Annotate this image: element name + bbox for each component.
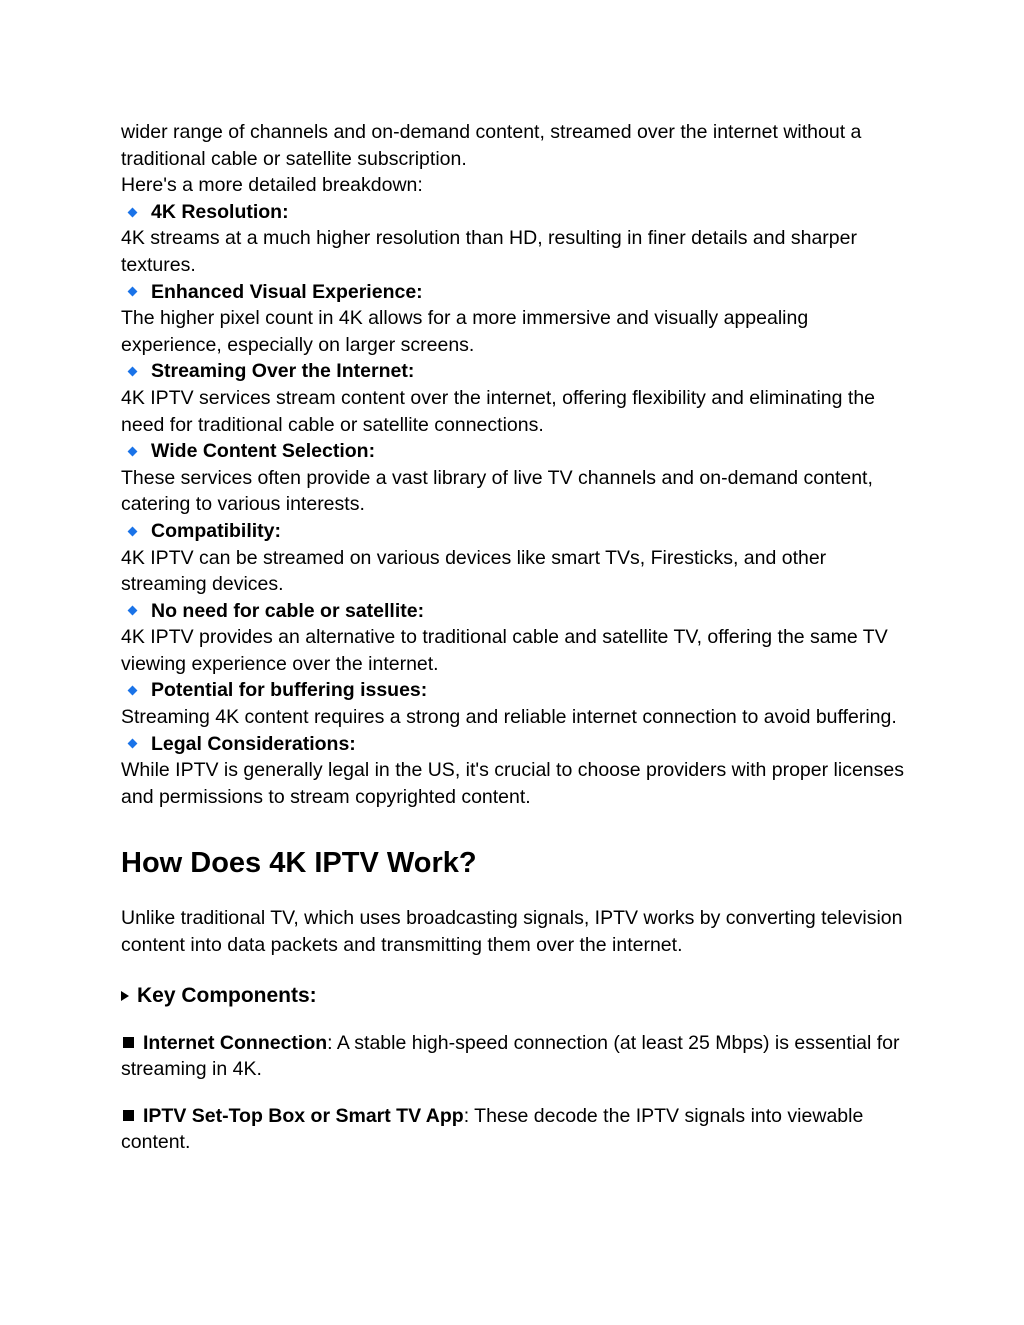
feature-text: These services often provide a vast library of live TV channels and on-demand content, catering to various interests. — [121, 466, 873, 516]
feature-item — [121, 731, 911, 811]
feature-item — [121, 598, 911, 678]
feature-list — [121, 199, 911, 811]
intro-line-2: traditional cable or satellite subscription. — [121, 147, 467, 170]
feature-item — [121, 199, 911, 279]
component-text: : These decode the IPTV signals into viewable content. — [121, 1104, 864, 1154]
triangle-bullet-icon — [121, 991, 129, 1001]
diamond-bullet-icon — [128, 686, 138, 696]
feature-item — [121, 279, 911, 359]
section-heading: How Does 4K IPTV Work? — [121, 847, 477, 880]
feature-item — [121, 518, 911, 598]
section-description: Unlike traditional TV, which uses broadcasting signals, IPTV works by converting television content into data packets and transmitting them over the internet. — [121, 907, 903, 957]
square-bullet-icon — [123, 1110, 134, 1121]
diamond-bullet-icon — [128, 207, 138, 217]
component-text: : A stable high-speed connection (at least 25 Mbps) is essential for streaming in 4K. — [121, 1031, 900, 1081]
feature-text: 4K IPTV can be streamed on various devices like smart TVs, Firesticks, and other streaming devices. — [121, 546, 827, 596]
component-name: Internet Connection — [143, 1031, 328, 1054]
feature-text: The higher pixel count in 4K allows for a more immersive and visually appealing experience, especially on larger screens. — [121, 307, 809, 356]
feature-title: Potential for buffering issues: — [151, 679, 428, 702]
key-components-heading — [121, 982, 911, 1010]
feature-text: 4K IPTV provides an alternative to traditional cable and satellite TV, offering the same TV viewing experience over the internet. — [121, 626, 888, 675]
feature-title: 4K Resolution: — [151, 200, 289, 223]
feature-title: Compatibility: — [151, 519, 281, 542]
feature-title: Legal Considerations: — [151, 732, 356, 755]
feature-title: Enhanced Visual Experience: — [151, 280, 423, 303]
feature-text: 4K IPTV services stream content over the internet, offering flexibility and eliminating the need for traditional cable or satellite connections. — [121, 386, 876, 436]
feature-title: Streaming Over the Internet: — [151, 360, 415, 383]
feature-text: 4K streams at a much higher resolution than HD, resulting in finer details and sharper textures. — [121, 227, 857, 276]
document-page — [121, 119, 911, 1156]
diamond-bullet-icon — [128, 606, 138, 616]
square-bullet-icon — [123, 1037, 134, 1048]
diamond-bullet-icon — [128, 367, 138, 377]
feature-item — [121, 438, 911, 518]
diamond-bullet-icon — [128, 526, 138, 536]
component-item — [121, 1103, 911, 1156]
component-item — [121, 1030, 911, 1083]
feature-text: Streaming 4K content requires a strong and reliable internet connection to avoid buffering. — [121, 706, 897, 729]
breakdown-intro: Here's a more detailed breakdown: — [121, 174, 423, 197]
feature-item — [121, 677, 911, 730]
feature-title: No need for cable or satellite: — [151, 599, 425, 622]
feature-text: While IPTV is generally legal in the US, it's crucial to choose providers with proper licenses and permissions to stream copyrighted content. — [121, 759, 904, 808]
diamond-bullet-icon — [128, 287, 138, 297]
diamond-bullet-icon — [128, 739, 138, 749]
component-name: IPTV Set-Top Box or Smart TV App — [143, 1104, 464, 1127]
key-components-label: Key Components: — [137, 983, 317, 1007]
diamond-bullet-icon — [128, 446, 138, 456]
feature-title: Wide Content Selection: — [151, 440, 376, 463]
intro-line-1: wider range of channels and on-demand content, streamed over the internet without a — [121, 121, 862, 143]
feature-item — [121, 358, 911, 438]
